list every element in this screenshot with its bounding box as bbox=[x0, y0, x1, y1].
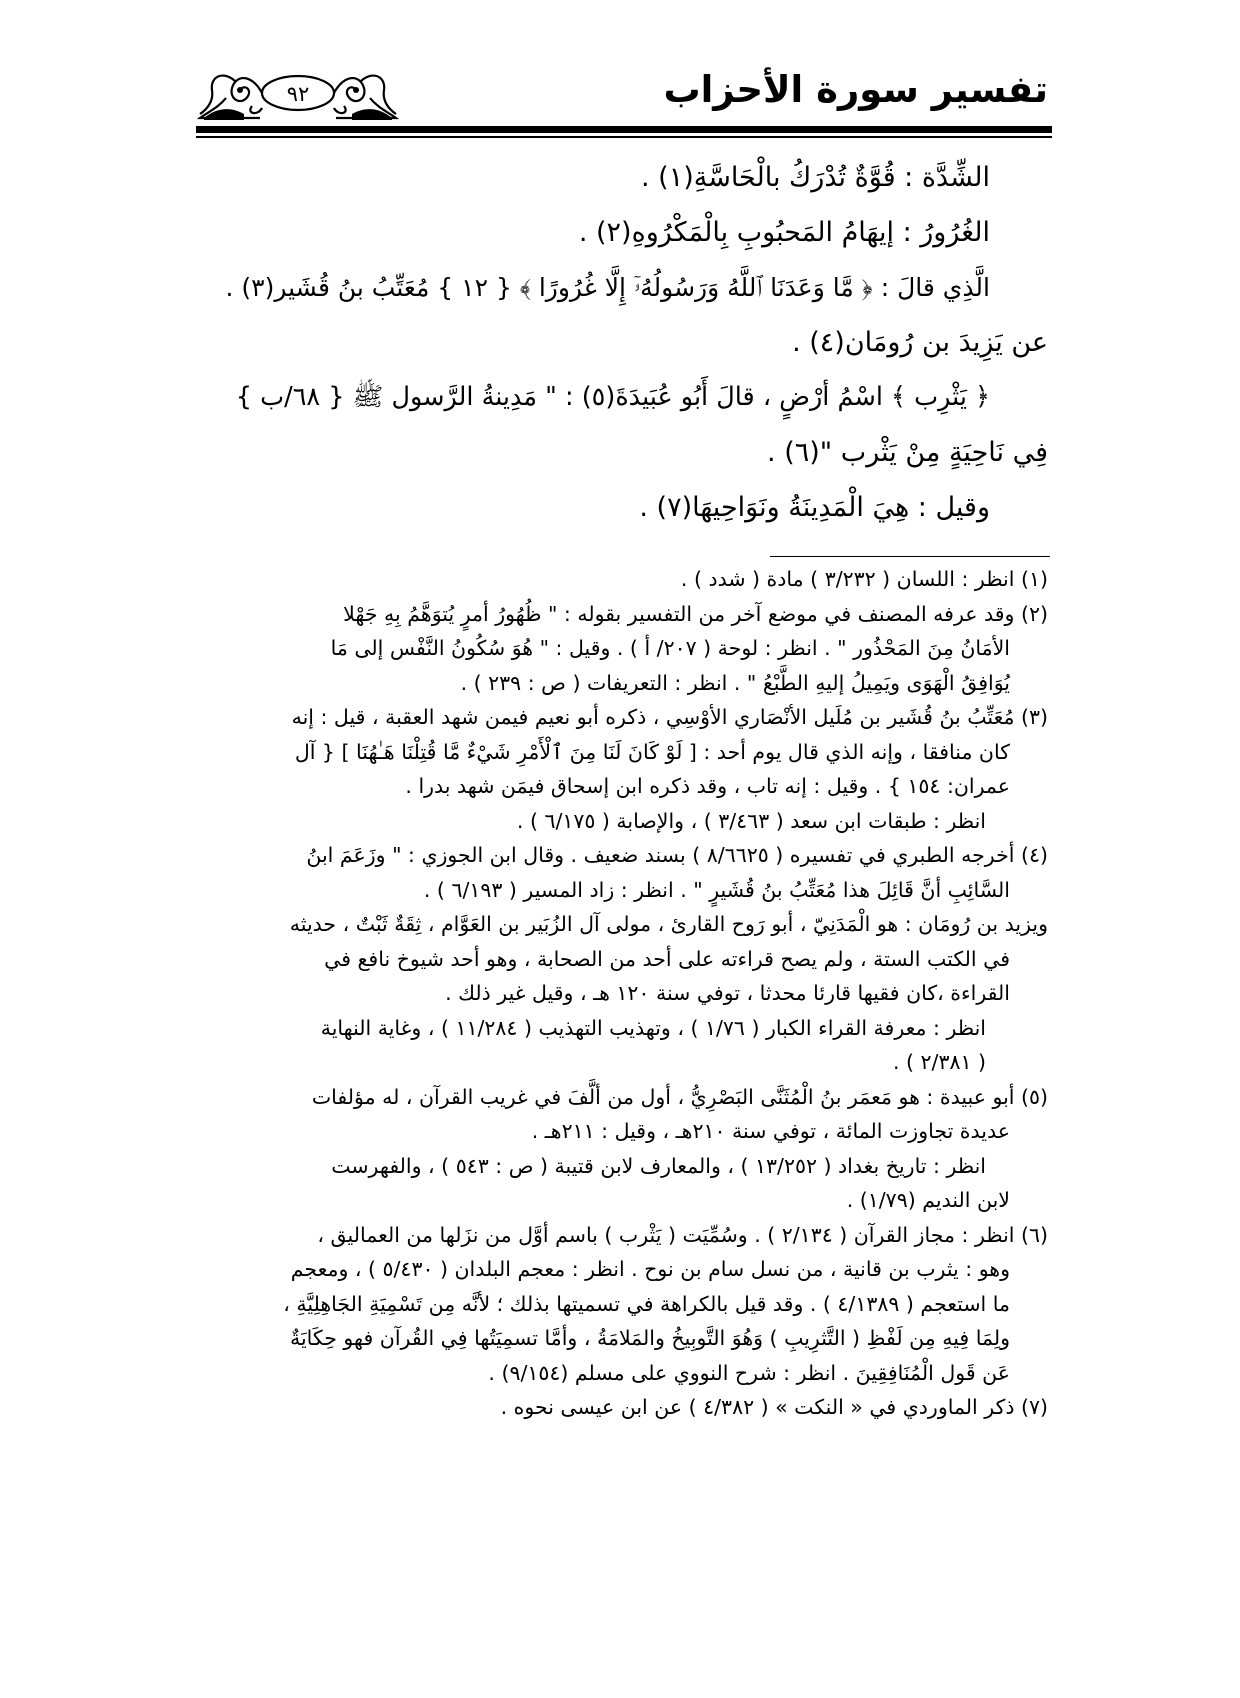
footnote-line: (١) انظر : اللسان ( ٣/٢٣٢ ) مادة ( شدد ) . bbox=[680, 567, 1048, 591]
footnote-line: يُوَافِقُ الْهَوَى ويَمِيلُ إليهِ الطَّبْعُ " . انظر : التعريفات ( ص : ٢٣٩ ) . bbox=[460, 670, 1010, 695]
header-rule-thin bbox=[196, 136, 1052, 138]
header-rule bbox=[196, 126, 1052, 133]
footnote-line: ويزيد بن رُومَان : هو الْمَدَنِيّ ، أبو رَوح القارئ ، مولى آل الزُبَير بن العَوَّام ، ثِقَةٌ ثَبْتٌ ، حديثه bbox=[289, 912, 1048, 936]
footnote-line: (٢) وقد عرفه المصنف في موضع آخر من التفسير بقوله : " ظُهُورُ أمرٍ يُتوَهَّمُ بِهِ جَهْلا bbox=[343, 601, 1048, 626]
footnote-line: الأمَانُ مِنَ المَحْذُور " . انظر : لوحة ( ٢٠٧/ أ ) . وقيل : " هُوَ سُكُونُ النَّفْس إلى مَا bbox=[330, 636, 1010, 660]
body-line: الشِّدَّة : قُوَّةٌ تُدْرَكُ بالْحَاسَّةِ(١) . bbox=[640, 162, 990, 193]
body-line: وقيل : هِيَ الْمَدِينَةُ ونَوَاحِيهَا(٧) . bbox=[639, 492, 990, 523]
footnote-line: انظر : تاريخ بغداد ( ١٣/٢٥٢ ) ، والمعارف لابن قتيبة ( ص : ٥٤٣ ) ، والفهرست bbox=[331, 1153, 986, 1178]
footnote-line: السَّائِبِ أنَّ قَائِلَ هذا مُعَتِّبُ بنُ قُشَيرٍ " . انظر : زاد المسير ( ٦/١٩٣ ) . bbox=[423, 877, 1010, 902]
page-number: ٩٢ bbox=[286, 82, 310, 106]
footnote-line: (٣) مُعَتِّبُ بنُ قُشَير بن مُلَيل الأنْصَاري الأوْسِي ، ذكره أبو نعيم فيمن شهد العقبة ، قيل : إنه bbox=[291, 705, 1048, 729]
footnote-line: (٥) أبو عبيدة : هو مَعمَر بنُ الْمُثَنَّى البَصْرِيُّ ، أول من ألَّفَ في غريب القرآن ، له مؤلفات bbox=[311, 1084, 1048, 1109]
footnote-line: انظر : طبقات ابن سعد ( ٣/٤٦٣ ) ، والإصابة ( ٦/١٧٥ ) . bbox=[516, 808, 986, 833]
footnote-line: وهو : يثرب بن قانية ، من نسل سام بن نوح . انظر : معجم البلدان ( ٥/٤٣٠ ) ، ومعجم bbox=[290, 1257, 1010, 1281]
body-line: الغُرُورُ : إيهَامُ المَحبُوبِ بِالْمَكْرُوهِ(٢) . bbox=[578, 217, 990, 248]
footnote-line: (٤) أخرجه الطبري في تفسيره ( ٨/٦٦٢٥ ) بسند ضعيف . وقال ابن الجوزي : " وزَعَمَ ابنُ bbox=[306, 843, 1048, 867]
footnote-line: (٦) انظر : مجاز القرآن ( ٢/١٣٤ ) . وسُمِّيَت ( يَثْرب ) باسم أوَّل من نزَلها من العماليق ، bbox=[317, 1222, 1048, 1247]
footnote-line: عَن قَول الْمُنَافِقِينَ . انظر : شرح النووي على مسلم (٩/١٥٤) . bbox=[488, 1360, 1010, 1385]
footnote-separator bbox=[770, 556, 1050, 557]
footnote-line: القراءة ،كان فقيها قارئا محدثا ، توفي سنة ١٢٠ هـ ، وقيل غير ذلك . bbox=[445, 981, 1010, 1005]
body-line: عن يَزِيدَ بن رُومَان(٤) . bbox=[792, 327, 1048, 358]
footnote-line: عمران: ١٥٤ } . وقيل : إنه تاب ، وقد ذكره ابن إسحاق فيمَن شهد بدرا . bbox=[405, 774, 1010, 798]
main-text bbox=[188, 150, 1048, 535]
running-title: تفسير سورة الأحزاب bbox=[663, 68, 1048, 111]
footnote-line: (٧) ذكر الماوردي في « النكت » ( ٤/٣٨٢ ) عن ابن عيسى نحوه . bbox=[500, 1395, 1048, 1419]
body-line: الَّذِي قالَ : ﴿ مَّا وَعَدَنَا ٱللَّهُ وَرَسُولُهُۥٓ إِلَّا غُرُورًا ﴾ { ١٢ } مُعَتِّبُ بنُ قُشَير(٣) . bbox=[225, 273, 990, 302]
body-line: فِي نَاحِيَةٍ مِنْ يَثْرب "(٦) . bbox=[767, 437, 1048, 468]
footnote-line: في الكتب الستة ، ولم يصح قراءته على أحد من الصحابة ، وهو أحد شيوخ نافع في bbox=[324, 946, 1010, 971]
footnote-line: عديدة تجاوزت المائة ، توفي سنة ٢١٠هـ ، وقيل : ٢١١هـ . bbox=[531, 1119, 1010, 1143]
footnote-line: ولِمَا فِيهِ مِن لَفْظِ ( التَّثرِيبِ ) وَهُوَ التَّوبِيخُ والمَلامَةُ ، وأمَّا تسمِيَتُها فِي القُرآن فهو حِكَايَةٌ bbox=[289, 1326, 1010, 1350]
footnote-line: انظر : معرفة القراء الكبار ( ١/٧٦ ) ، وتهذيب التهذيب ( ١١/٢٨٤ ) ، وغاية النهاية bbox=[320, 1015, 986, 1040]
footnote-line: لابن النديم (١/٧٩) . bbox=[846, 1188, 1010, 1212]
footnote-line: ( ٢/٣٨١ ) . bbox=[892, 1050, 986, 1074]
footnote-line: كان منافقا ، وإنه الذي قال يوم أحد : [ لَوْ كَانَ لَنَا مِنَ ٱلْأَمْرِ شَيْءٌ مَّا قُتِلْنَا هَـٰهُنَا ] { آل bbox=[294, 739, 1010, 764]
footnotes bbox=[188, 562, 1048, 1425]
body-line: ﴿ يَثْرِب ﴾ اسْمُ أرْضٍ ، قالَ أَبُو عُبَيدَةَ(٥) : " مَدِينةُ الرَّسول ﷺ { ٦٨/ب } bbox=[235, 382, 990, 412]
footnote-line: ما استعجم ( ٤/١٣٨٩ ) . وقد قيل بالكراهة في تسميتها بذلك ؛ لأنَّه مِن تَسْمِيَةِ الجَاهِلِيَّةِ ، bbox=[283, 1291, 1010, 1316]
